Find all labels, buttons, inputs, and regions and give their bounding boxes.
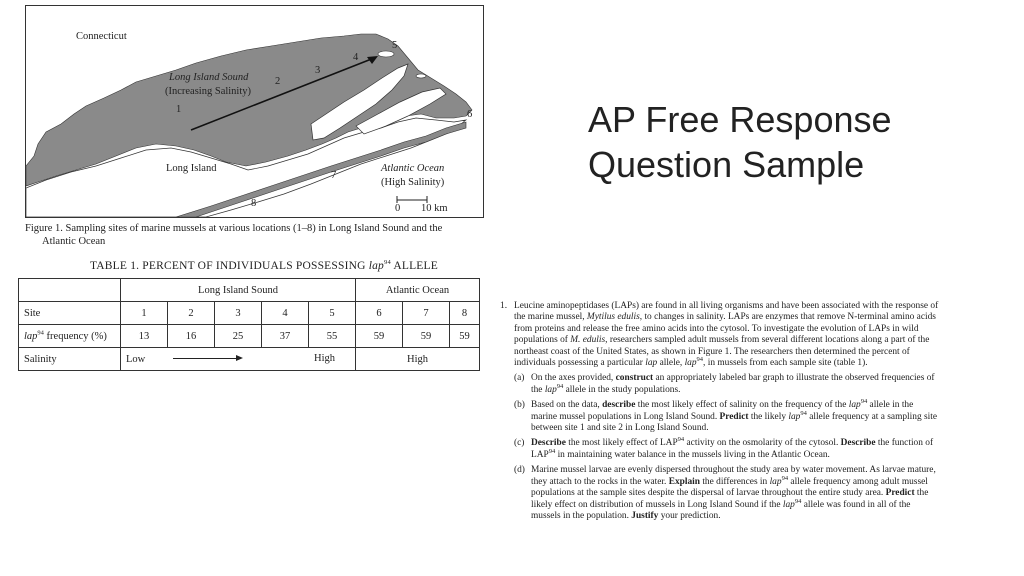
slide-title-line-2: Question Sample [588,144,865,185]
map-label-high-salinity: (High Salinity) [381,177,445,188]
part-c-label: (c) [514,438,525,449]
site-cell: 3 [215,302,262,325]
site-cell: 6 [356,302,403,325]
map-site-2: 2 [275,76,281,87]
figure-caption-line-1: Figure 1. Sampling sites of marine mussels at various locations (1–8) in Long Island Sound and the [25,223,443,234]
small-island [416,74,426,78]
figure-caption-line-2: Atlantic Ocean [42,235,106,247]
map-site-4: 4 [353,52,359,63]
frequency-cell: 16 [168,325,215,348]
table-corner-cell [19,279,121,302]
table-group-long-island-sound: Long Island Sound [121,279,356,302]
question-part-a: (a) On the axes provided, construct an appropriately labeled bar graph to illustrate the observed frequencies of the lap$^{94}$ allele in the study populations. [514,373,935,395]
question-part-d: (d) Marine mussel larvae are evenly dispersed throughout the study area by water movement. As larvae mature, they attach to the rocks in the water. Explain the differences in lap$^{94}$ allele frequency among adult mussel populations at the sample sites despite the dispersal of larvae throughout the entire study area. Predict the likely effect on distribution of mussels in Long Island Sound if the lap$^{94}$ allele was found in all of the mussels in the population. Justify your prediction. [514,465,936,521]
site-cell: 7 [403,302,450,325]
frequency-cell: 37 [262,325,309,348]
frequency-cell: 13 [121,325,168,348]
table-row-site [19,302,480,325]
question-intro: Leucine aminopeptidases (LAPs) are found in all living organisms and have been associated with the response of the marine mussel, Mytilus edulis, to changes in salinity. LAPs are enzymes that remove N-terminal amino acids from proteins and release the free amino acids into the cytosol. To investigate the evolution of LAPs in wild populations of M. edulis, researchers sampled adult mussels from several different locations along a part of the northeast coast of the United States, as shown in Figure 1. The researchers then determined the percent of individuals possessing a particular lap allele, lap$^{94}$, in mussels from each sample site (table 1). [514,301,939,369]
question-number: 1. [500,301,508,311]
map-site-3: 3 [315,65,321,76]
figure-1-map [25,5,484,218]
map-label-long-island: Long Island [166,163,217,174]
site-cell: 1 [121,302,168,325]
salinity-low-label: Low [126,353,146,365]
frequency-cell: 59 [356,325,403,348]
part-b-label: (b) [514,400,525,411]
slide-title-line-1: AP Free Response [588,99,892,140]
map-label-increasing-salinity: (Increasing Salinity) [165,86,252,97]
map-site-5: 5 [392,40,398,51]
site-cell: 5 [309,302,356,325]
map-scale-ten-km: 10 km [421,203,448,214]
map-label-connecticut: Connecticut [76,31,127,42]
allele-frequency-table [18,278,480,371]
salinity-atlantic-cell: High [356,348,480,371]
map-site-1: 1 [176,104,182,115]
salinity-high-lis-label: High [314,353,335,364]
part-d-label: (d) [514,465,525,476]
slide-title [588,97,892,187]
map-label-long-island-sound: Long Island Sound [169,72,249,83]
map-site-7: 7 [331,170,337,181]
salinity-lis-cell [121,348,356,371]
table-row-frequency [19,325,480,348]
question-part-b: (b) Based on the data, describe the most likely effect of salinity on the frequency of the lap$^{94}$ allele in the marine mussel populations in Long Island Sound. Predict the likely lap$^{94}$ allele frequency at a sampling site between site 1 and site 2 in Long Island Sound. [514,398,937,434]
frequency-cell: 59 [403,325,450,348]
row-label-site: Site [19,302,121,325]
row-label-salinity: Salinity [19,348,121,371]
table-title: TABLE 1. PERCENT OF INDIVIDUALS POSSESSING lap$^{94}$ ALLELE [90,259,438,272]
map-label-atlantic-ocean: Atlantic Ocean [381,163,445,174]
site-cell: 8 [450,302,480,325]
table-group-header-row [19,279,480,302]
figure-caption [25,223,485,248]
frequency-cell: 25 [215,325,262,348]
part-a-label: (a) [514,373,525,384]
frequency-cell: 55 [309,325,356,348]
map-site-8: 8 [251,198,257,209]
table-group-atlantic-ocean: Atlantic Ocean [356,279,480,302]
map-site-6: 6 [467,109,473,120]
frequency-cell: 59 [450,325,480,348]
row-label-frequency: lap$^{94}$ frequency (%) [19,325,121,348]
site-cell: 2 [168,302,215,325]
map-scale-zero: 0 [395,203,401,214]
site-cell: 4 [262,302,309,325]
question-part-c: (c) Describe the most likely effect of LAP$^{94}$ activity on the osmolarity of the cytosol. Describe the function of LAP$^{94}$ in maintaining water balance in the mussels living in the Atlantic Ocean. [514,436,934,460]
salinity-increase-arrow-icon [173,358,241,359]
table-row-salinity [19,348,480,371]
question-block [500,301,1012,522]
